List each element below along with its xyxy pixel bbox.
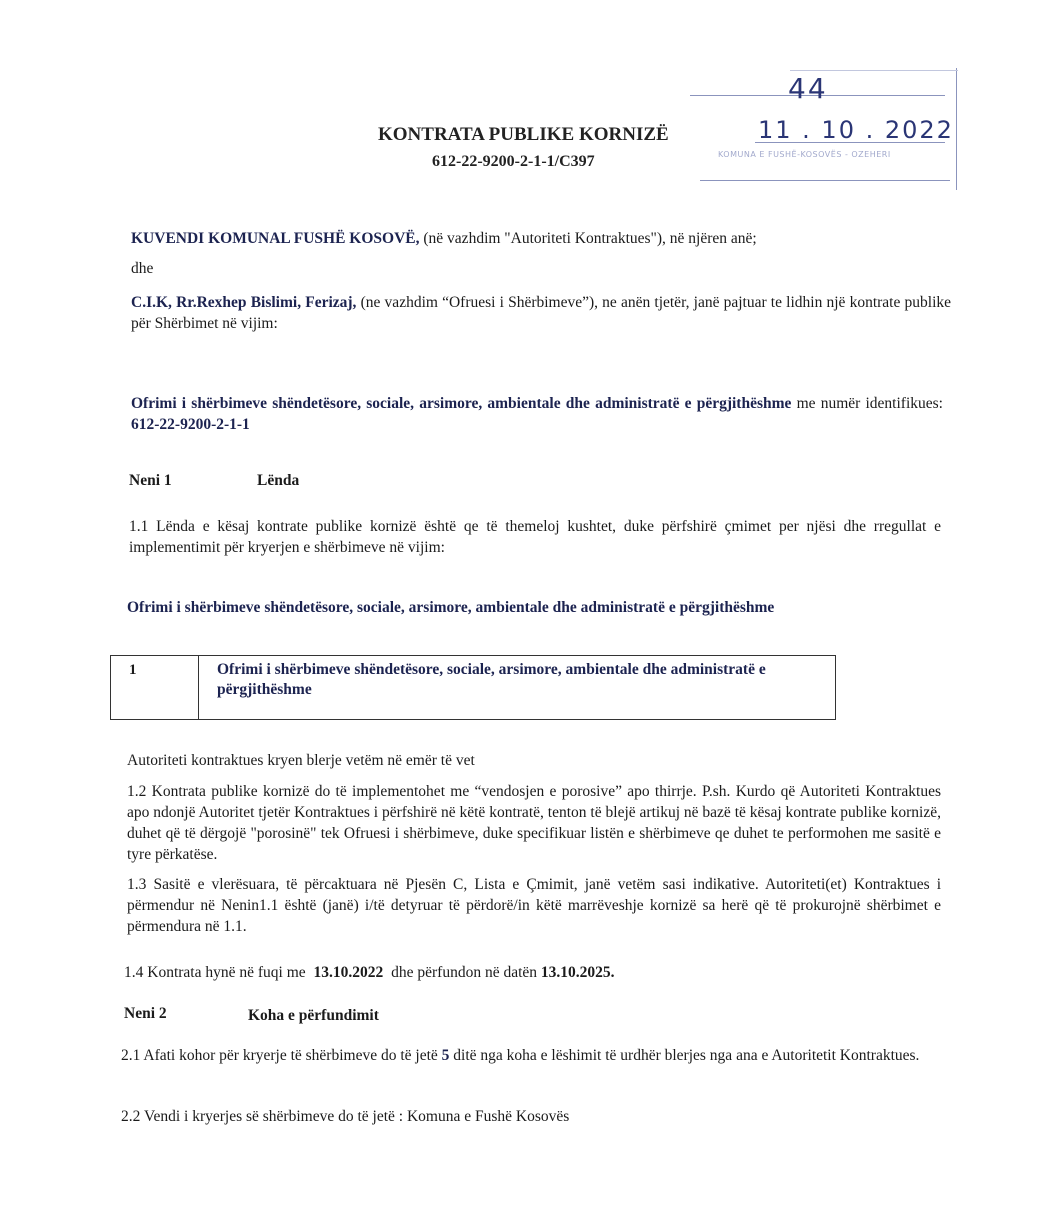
article1-heading: Lënda — [257, 472, 300, 489]
paragraph-1-3: 1.3 Sasitë e vlerësuara, të përcaktuara në Pjesën C, Lista e Çmimit, janë vetëm sasi indikative. Autoriteti(et) Kontraktues i përmendur në Nenin1.1 është (janë) i/të detyruar të përdorë/in këtë marrëveshje kornizë sa herë që të prokurojnë shërbimet e përmendura në 1.1. — [127, 876, 941, 935]
start-date: 13.10.2022 — [313, 964, 384, 981]
table-description: Ofrimi i shërbimeve shëndetësore, sociale, arsimore, ambientale dhe administratë e përgjithëshme — [217, 661, 766, 698]
p4-start: 1.4 Kontrata hynë në fuqi me — [124, 964, 306, 981]
handwritten-date: 11 . 10 . 2022 — [758, 116, 954, 144]
and-text: dhe — [131, 260, 154, 277]
paragraph-2-2: 2.2 Vendi i kryerjes së shërbimeve do të jetë : Komuna e Fushë Kosovës — [121, 1108, 570, 1125]
table-number: 1 — [129, 662, 137, 678]
services-table — [110, 655, 836, 720]
article2-heading: Koha e përfundimit — [248, 1007, 379, 1024]
contract-number: 612-22-9200-2-1-1/C397 — [432, 153, 595, 170]
table-number-cell — [111, 656, 199, 719]
contract-title: KONTRATA PUBLIKE KORNIZË — [378, 124, 669, 145]
article1-label: Neni 1 — [129, 472, 172, 489]
registration-stamp — [650, 62, 960, 192]
days-count: 5 — [441, 1047, 450, 1064]
authority-line — [131, 228, 951, 249]
provider-paragraph — [131, 292, 951, 334]
p2-1-end: ditë nga koha e lëshimit të urdhër blerjes nga ana e Autoritetit Kontraktues. — [453, 1047, 920, 1064]
authority-note: Autoriteti kontraktues kryen blerje vetëm në emër të vet — [127, 752, 475, 769]
paragraph-1-2: 1.2 Kontrata publike kornizë do të implementohet me “vendosjen e porosive” apo thirrje. P.sh. Kurdo që Autoriteti Kontraktues apo ndonjë Autoritet tjetër Kontraktues i përfshirë në këtë kontratë, tenton të blejë artikuj në bazë të kësaj kontrate publike kornizë, duhet që të dërgojë "porosinë" tek Ofruesi i shërbimeve, duke specifikuar listën e shërbimeve qe duhet te performohen me sasitë e tyre përkatëse. — [127, 783, 941, 863]
subject-paragraph — [131, 393, 943, 435]
subject-rest: me numër identifikues: — [796, 395, 943, 412]
handwritten-number: 44 — [788, 72, 828, 105]
p2-1-start: 2.1 Afati kohor për kryerje të shërbimeve do të jetë — [121, 1047, 438, 1064]
authority-name: KUVENDI KOMUNAL FUSHË KOSOVË, — [131, 230, 420, 247]
subject-id: 612-22-9200-2-1-1 — [131, 416, 250, 433]
subject-title: Ofrimi i shërbimeve shëndetësore, sociale, arsimore, ambientale dhe administratë e përgjithëshme — [131, 395, 792, 412]
authority-rest: (në vazhdim "Autoriteti Kontraktues"), në njëren anë; — [423, 230, 757, 247]
provider-name: C.I.K, Rr.Rexhep Bislimi, Ferizaj, — [131, 294, 357, 311]
end-date: 13.10.2025. — [540, 964, 615, 981]
article2-label: Neni 2 — [124, 1005, 167, 1022]
paragraph-1-4 — [124, 962, 944, 983]
service-title: Ofrimi i shërbimeve shëndetësore, sociale, arsimore, ambientale dhe administratë e përgjithëshme — [127, 599, 775, 616]
provider-rest: (ne vazhdim “Ofruesi i Shërbimeve”), ne anën tjetër, janë pajtuar te lidhin një kontrate publike për Shërbimet në vijim: — [131, 294, 952, 332]
paragraph-1-1: 1.1 Lënda e kësaj kontrate publike kornizë është qe të themeloj kushtet, duke përfshirë çmimet per njësi dhe rregullat e implementimit për kryerjen e shërbimeve në vijim: — [129, 518, 941, 556]
p4-mid: dhe përfundon në datën — [391, 964, 538, 981]
stamp-text: KOMUNA E FUSHË-KOSOVËS - OZEHERI — [718, 150, 891, 159]
paragraph-2-1 — [121, 1045, 947, 1066]
